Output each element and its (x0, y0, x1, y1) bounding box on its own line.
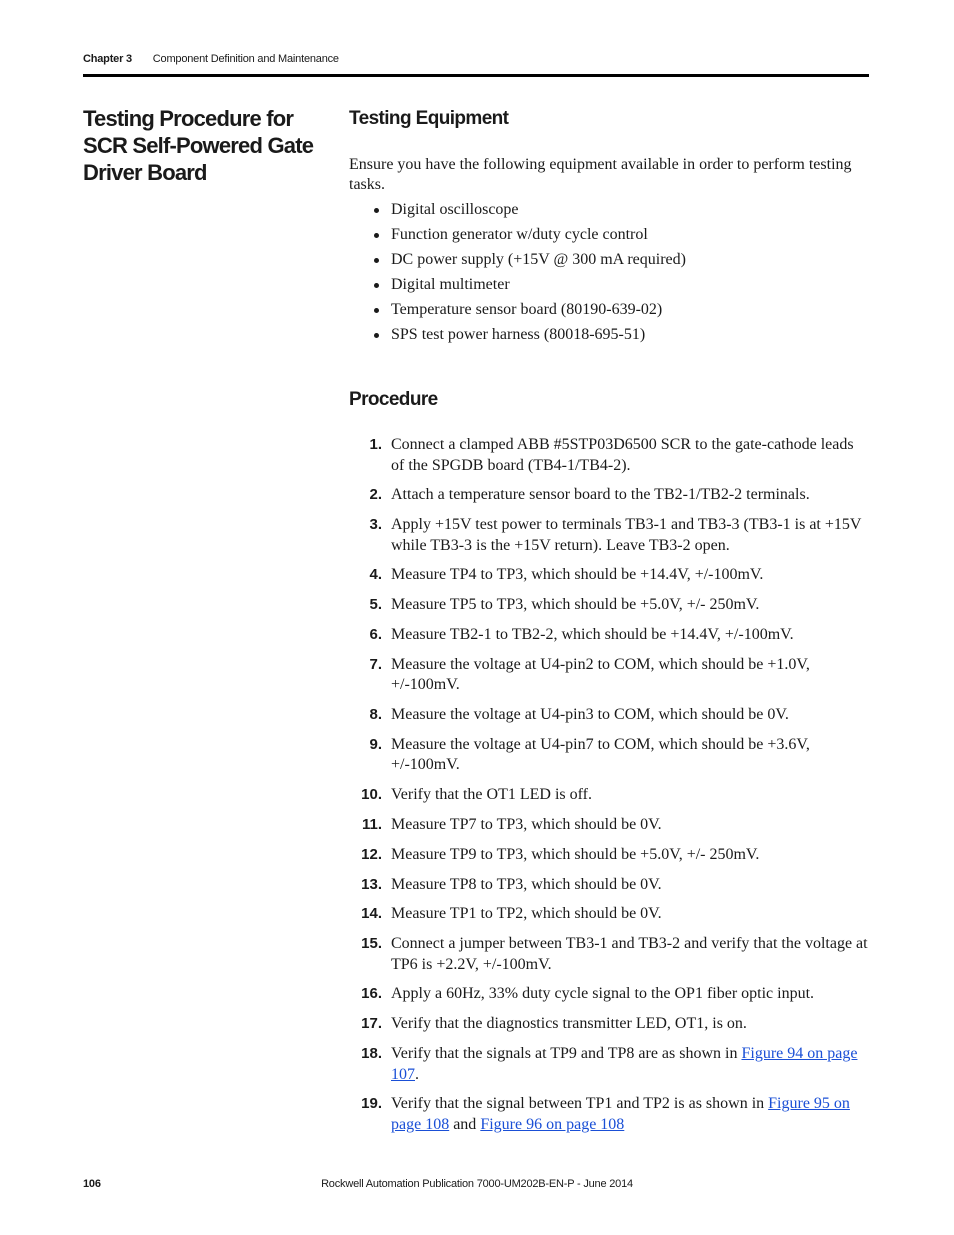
page-number: 106 (83, 1178, 101, 1190)
publication-footer: Rockwell Automation Publication 7000-UM202B-EN-P - June 2014 (321, 1178, 633, 1190)
header-rule (83, 74, 869, 77)
list-item: Temperature sensor board (80190-639-02) (349, 300, 686, 325)
procedure-step: 8. Measure the voltage at U4-pin3 to COM, which should be 0V. (369, 706, 789, 724)
procedure-step: 16. Apply a 60Hz, 33% duty cycle signal to the OP1 fiber optic input. (361, 985, 815, 1003)
equipment-intro: Ensure you have the following equipment available in order to perform testing tasks. (349, 156, 852, 193)
procedure-step: 17. Verify that the diagnostics transmitter LED, OT1, is on. (361, 1015, 747, 1033)
bullet-icon (374, 333, 379, 338)
procedure-step: 5. Measure TP5 to TP3, which should be +5.0V, +/- 250mV. (369, 596, 760, 614)
list-item: Digital oscilloscope (349, 200, 686, 225)
procedure-step: 13. Measure TP8 to TP3, which should be 0V. (361, 875, 662, 893)
procedure-step: 15. Connect a jumper between TB3-1 and TB3-2 and verify that the voltage at TP6 is +2.2V, +/-100mV. (361, 935, 868, 973)
procedure-step: 18. Verify that the signals at TP9 and TP8 are as shown in Figure 94 on page 107. (361, 1045, 858, 1083)
bullet-icon (374, 208, 379, 213)
procedure-step: 1. Connect a clamped ABB #5STP03D6500 SCR to the gate-cathode leads of the SPGDB board (TB4-1/TB4-2). (369, 436, 854, 474)
procedure-step: 7. Measure the voltage at U4-pin2 to COM, which should be +1.0V, +/-100mV. (369, 655, 810, 694)
bullet-icon (374, 233, 379, 238)
figure-96-link[interactable]: Figure 96 on page 108 (480, 1115, 625, 1133)
figure-94-link[interactable]: Figure 94 on page 107 (391, 1045, 858, 1083)
procedure-step: 11. Measure TP7 to TP3, which should be 0V. (361, 815, 662, 833)
procedure-step: 6. Measure TB2-1 to TB2-2, which should be +14.4V, +/-100mV. (369, 625, 794, 643)
bullet-icon (374, 283, 379, 288)
list-item: SPS test power harness (80018-695-51) (349, 325, 686, 350)
list-item: Function generator w/duty cycle control (349, 225, 686, 250)
list-item: DC power supply (+15V @ 300 mA required) (349, 250, 686, 275)
procedure-step: 4. Measure TP4 to TP3, which should be +14.4V, +/-100mV. (369, 566, 764, 584)
section-title: Testing Procedure for SCR Self-Powered Gate Driver Board (83, 106, 314, 185)
figure-95-link[interactable]: Figure 95 on page 108 (391, 1095, 850, 1133)
bullet-icon (374, 258, 379, 263)
chapter-label: Chapter 3 (83, 53, 132, 65)
testing-equipment-heading: Testing Equipment (349, 108, 509, 129)
procedure-step: 9. Measure the voltage at U4-pin7 to COM, which should be +3.6V, +/-100mV. (369, 735, 810, 774)
procedure-step: 12. Measure TP9 to TP3, which should be +5.0V, +/- 250mV. (361, 845, 760, 863)
procedure-step: 10. Verify that the OT1 LED is off. (361, 786, 592, 804)
procedure-step: 19. Verify that the signal between TP1 and TP2 is as shown in Figure 95 on page 108 and Figure 96 on page 108 (361, 1095, 850, 1133)
list-item: Digital multimeter (349, 275, 686, 300)
chapter-title: Component Definition and Maintenance (152, 53, 339, 65)
running-header (83, 53, 339, 65)
equipment-list (349, 200, 686, 350)
procedure-heading: Procedure (349, 389, 438, 410)
procedure-step: 14. Measure TP1 to TP2, which should be 0V. (361, 905, 662, 923)
bullet-icon (374, 308, 379, 313)
procedure-step: 2. Attach a temperature sensor board to the TB2-1/TB2-2 terminals. (369, 486, 810, 504)
procedure-steps (349, 435, 869, 1145)
procedure-step: 3. Apply +15V test power to terminals TB3-1 and TB3-3 (TB3-1 is at +15V while TB3-3 is the +15V return). Leave TB3-2 open. (369, 516, 862, 554)
